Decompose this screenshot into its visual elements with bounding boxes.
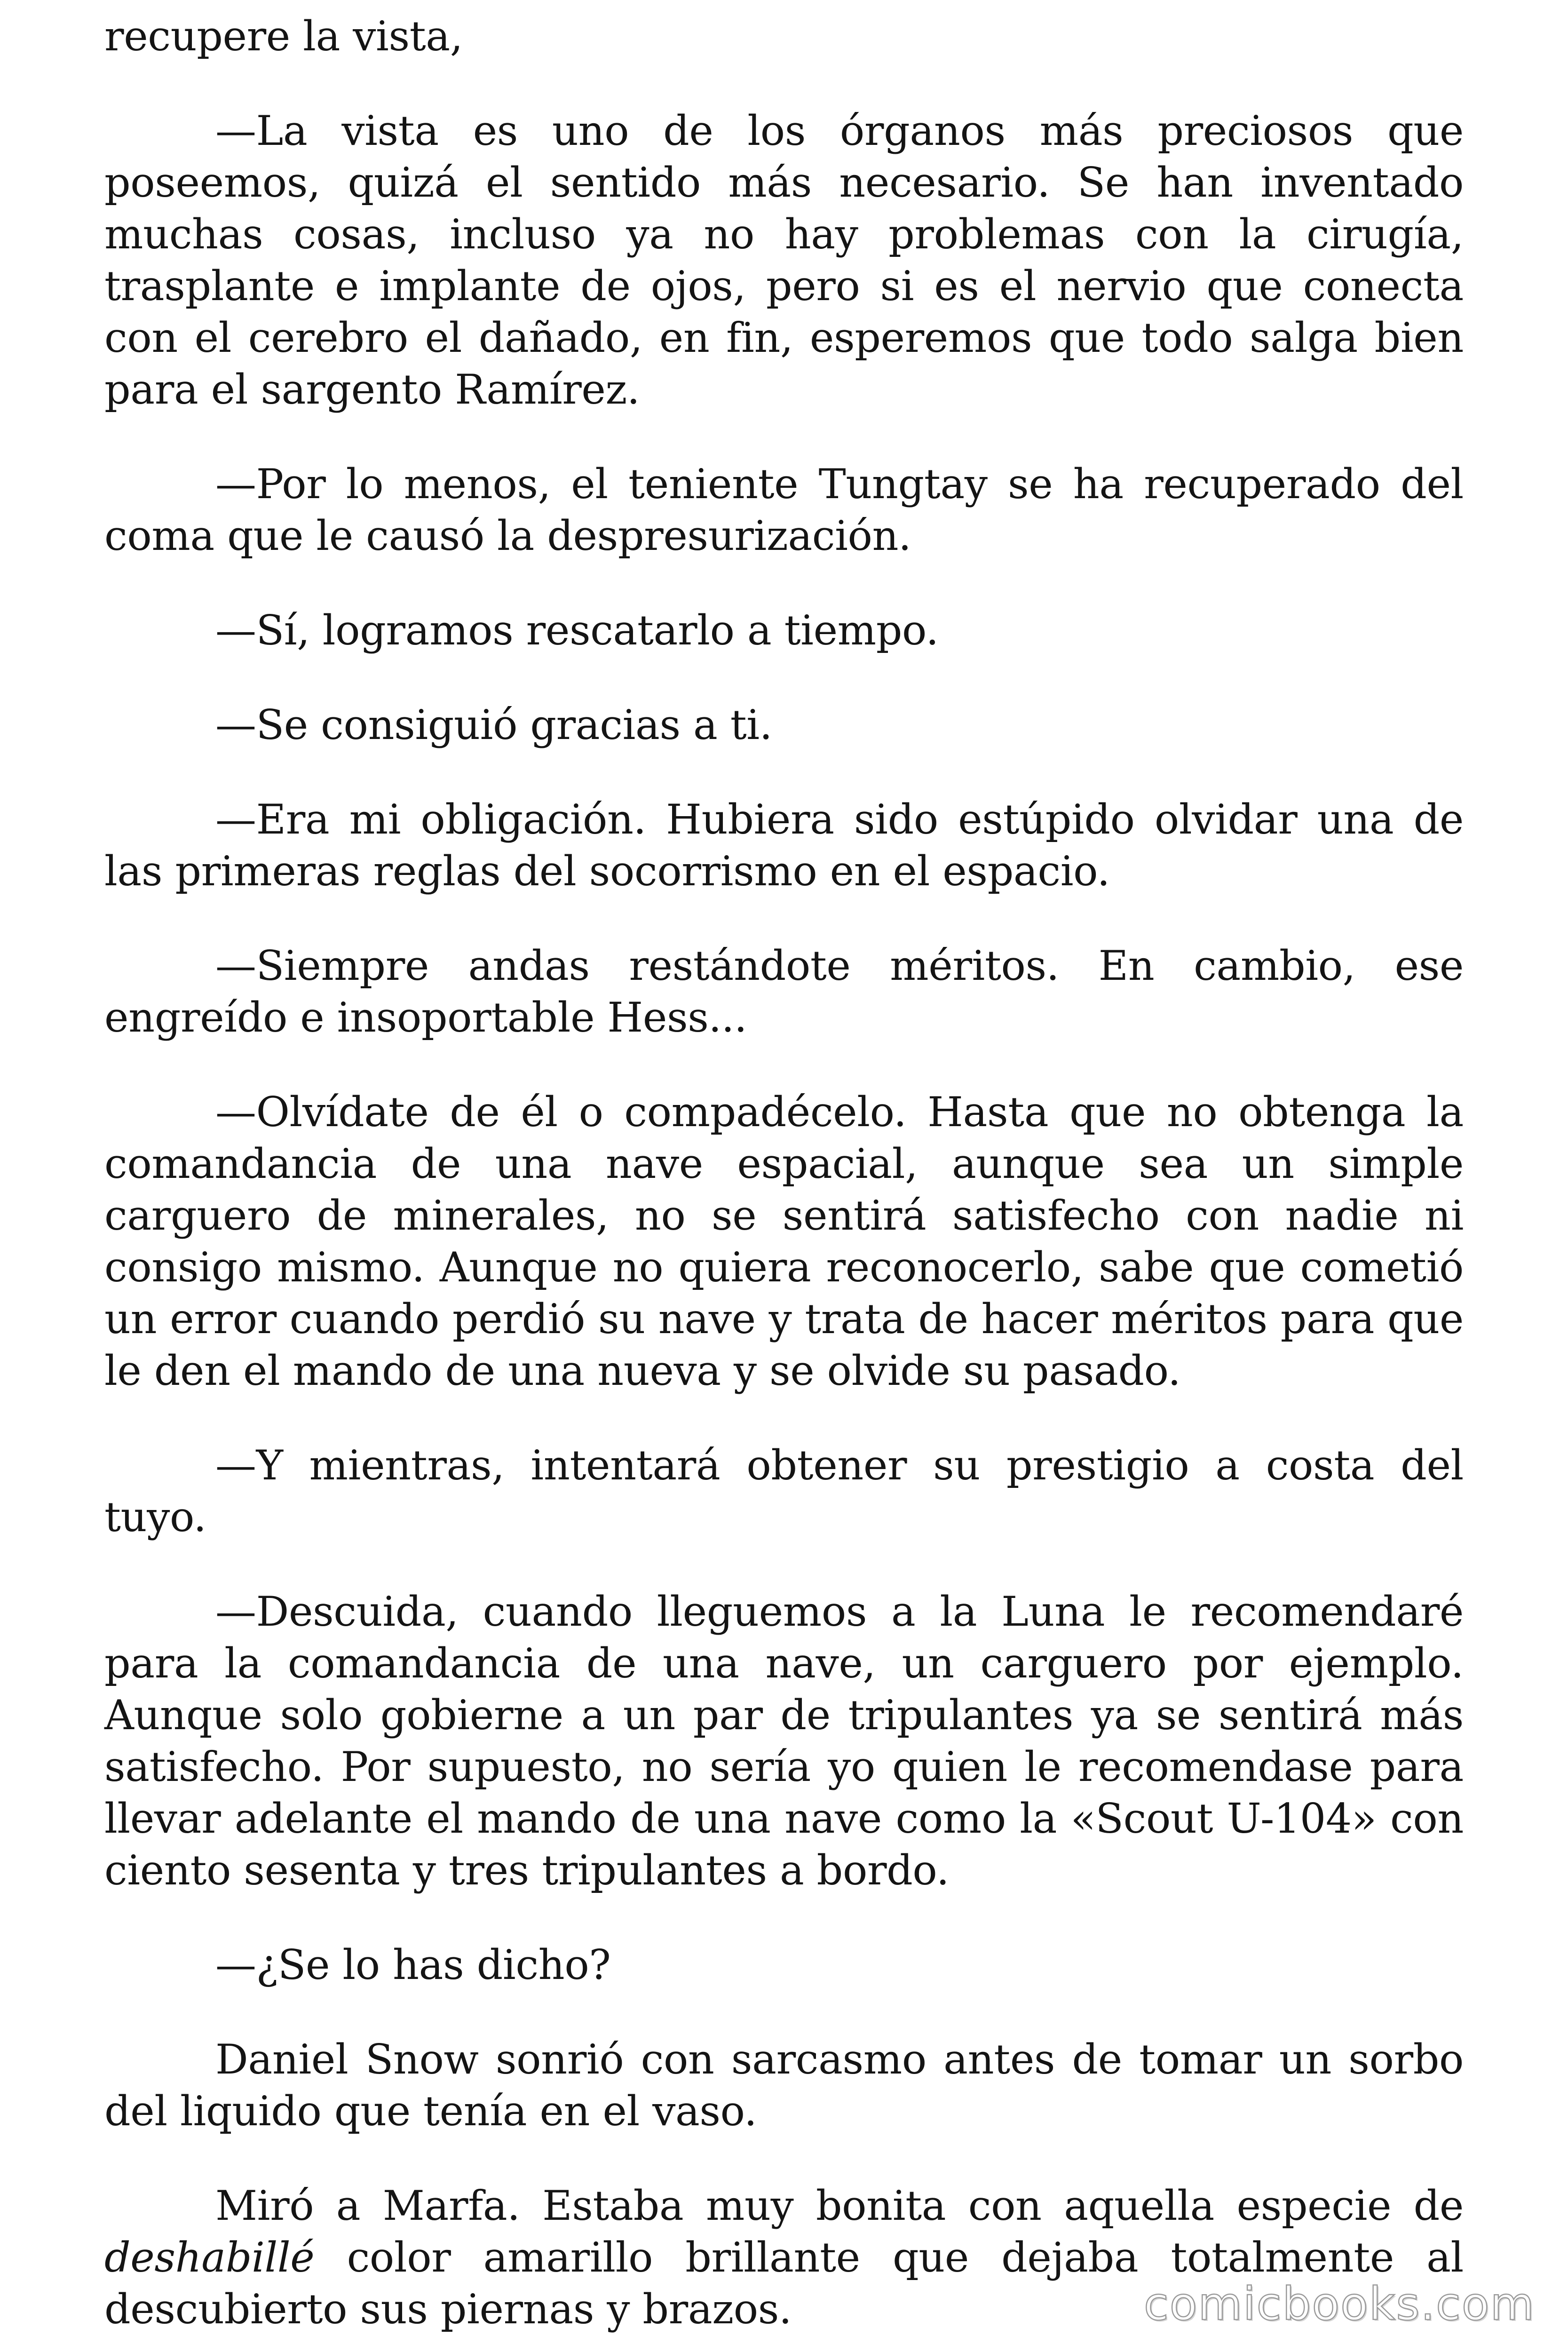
paragraph-continuation: recupere la vista, — [104, 12, 463, 60]
paragraph: —Por lo menos, el teniente Tungtay se ha recuperado del coma que le causó la despresurización. — [104, 460, 1464, 560]
paragraph: —Era mi obligación. Hubiera sido estúpido olvidar una de las primeras reglas del socorrismo en el espacio. — [104, 795, 1464, 895]
watermark: comicbooks.com — [1143, 2278, 1535, 2330]
paragraph: —Sí, logramos rescatarlo a tiempo. — [215, 606, 939, 654]
text-run: color amarillo brillante que dejaba totalmente al descubierto sus piernas y brazos. — [104, 2233, 1464, 2333]
text-run: Miró a Marfa. Estaba muy bonita con aquella especie de — [215, 2182, 1464, 2230]
paragraph: —Y mientras, intentará obtener su prestigio a costa del tuyo. — [104, 1441, 1464, 1541]
body-text — [104, 10, 1464, 2352]
paragraph: —Se consiguió gracias a ti. — [215, 701, 772, 749]
paragraph: —Descuida, cuando lleguemos a la Luna le recomendaré para la comandancia de una nave, un carguero por ejemplo. Aunque solo gobierne a un par de tripulantes ya se sentirá más satisfecho. Por supuesto, no sería yo quien le recomendase para llevar adelante el mando de una nave como la «Scout U-104» con ciento sesenta y tres tripulantes a bordo. — [104, 1588, 1464, 1894]
paragraph: —¿Se lo has dicho? — [215, 1941, 611, 1989]
italic-word: deshabillé — [104, 2233, 315, 2281]
paragraph: —Olvídate de él o compadécelo. Hasta que no obtenga la comandancia de una nave espacial, aunque sea un simple carguero de minerales, no se sentirá satisfecho con nadie ni consigo mismo. Aunque no quiera reconocerlo, sabe que cometió un error cuando perdió su nave y trata de hacer méritos para que le den el mando de una nueva y se olvide su pasado. — [104, 1088, 1464, 1395]
paragraph: Daniel Snow sonrió con sarcasmo antes de tomar un sorbo del liquido que tenía en el vaso. — [104, 2035, 1464, 2135]
paragraph: —Siempre andas restándote méritos. En cambio, ese engreído e insoportable Hess... — [104, 942, 1464, 1041]
paragraph: —La vista es uno de los órganos más preciosos que poseemos, quizá el sentido más necesario. Se han inventado muchas cosas, incluso ya no hay problemas con la cirugía, trasplante e implante de ojos, pero si es el nervio que conecta con el cerebro el dañado, en fin, esperemos que todo salga bien para el sargento Ramírez. — [104, 107, 1464, 413]
